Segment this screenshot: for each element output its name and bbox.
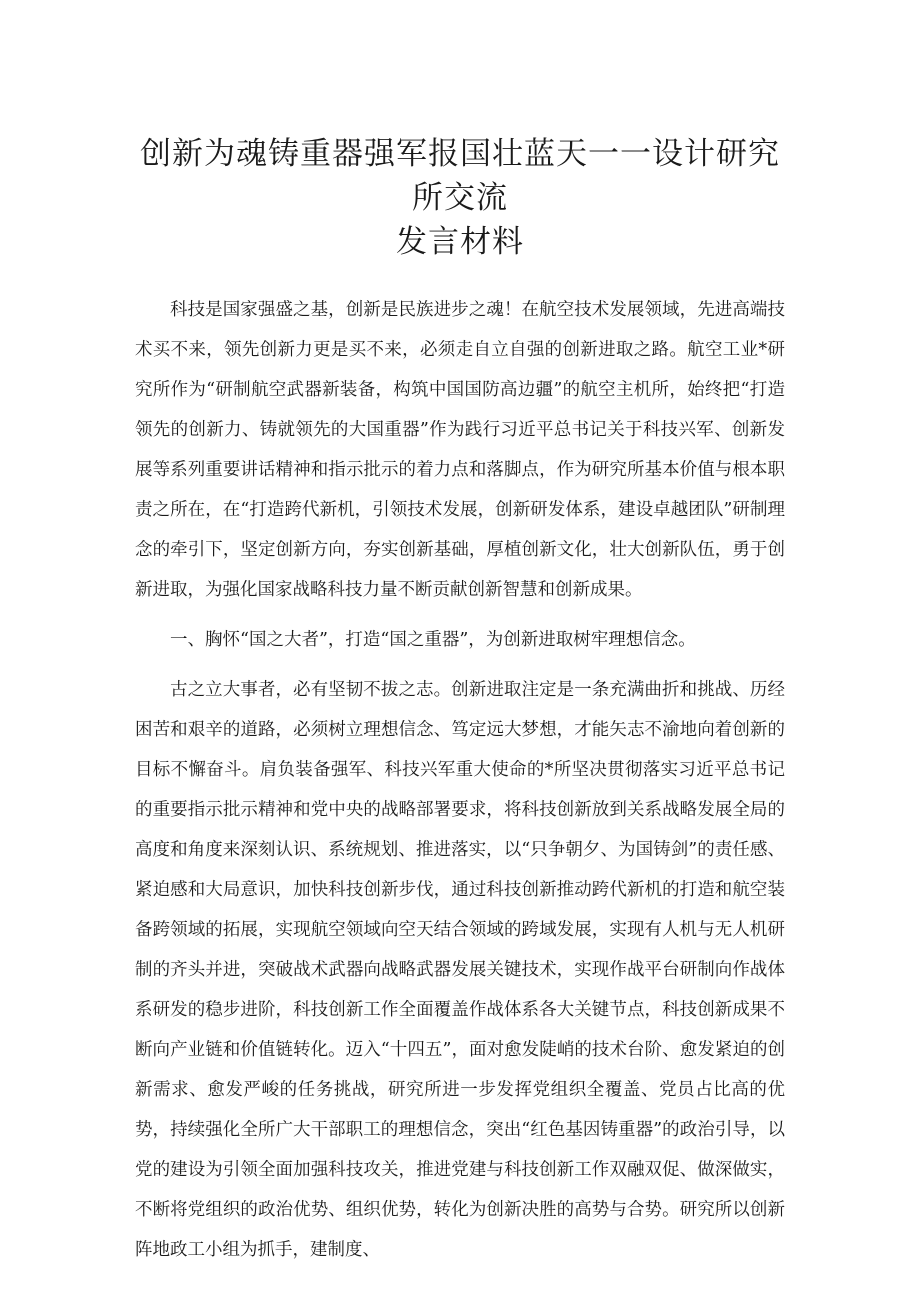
document-title: [135, 132, 785, 264]
title-line-1: 创新为魂铸重器强军报国壮蓝天一一设计研究所交流: [140, 136, 780, 216]
title-line-2: 发言材料: [396, 224, 524, 260]
paragraph-intro: 科技是国家强盛之基，创新是民族进步之魂！在航空技术发展领域，先进高端技术买不来，领先创新力更是买不来，必须走自立自强的创新进取之路。航空工业*研究所作为“研制航空武器新装备，构筑中国国防高边疆”的航空主机所，始终把“打造领先的创新力、铸就领先的大国重器”作为践行习近平总书记关于科技兴军、创新发展等系列重要讲话精神和指示批示的着力点和落脚点，作为研究所基本价值与根本职责之所在，在“打造跨代新机，引领技术发展，创新研发体系，建设卓越团队”研制理念的牵引下，坚定创新方向，夯实创新基础，厚植创新文化，壮大创新队伍，勇于创新进取，为强化国家战略科技力量不断贡献创新智慧和创新成果。: [135, 300, 785, 600]
paragraph-section-1: 古之立大事者，必有坚韧不拔之志。创新进取注定是一条充满曲折和挑战、历经困苦和艰辛的道路，必须树立理想信念、笃定远大梦想，才能矢志不渝地向着创新的目标不懈奋斗。肩负装备强军、科技兴军重大使命的*所坚决贯彻落实习近平总书记的重要指示批示精神和党中央的战略部署要求，将科技创新放到关系战略发展全局的高度和角度来深刻认识、系统规划、推进落实，以“只争朝夕、为国铸剑”的责任感、紧迫感和大局意识，加快科技创新步伐，通过科技创新推动跨代新机的打造和航空装备跨领域的拓展，实现航空领域向空天结合领域的跨域发展，实现有人机与无人机研制的齐头并进，突破战术武器向战略武器发展关键技术，实现作战平台研制向作战体系研发的稳步进阶，科技创新工作全面覆盖作战体系各大关键节点，科技创新成果不断向产业链和价值链转化。迈入“十四五”，面对愈发陡峭的技术台阶、愈发紧迫的创新需求、愈发严峻的任务挑战，研究所进一步发挥党组织全覆盖、党员占比高的优势，持续强化全所广大干部职工的理想信念，突出“红色基因铸重器”的政治引导，以党的建设为引领全面加强科技攻关，推进党建与科技创新工作双融双促、做深做实，不断将党组织的政治优势、组织优势，转化为创新决胜的高势与合势。研究所以创新阵地政工小组为抓手，建制度、: [135, 680, 785, 1260]
section-heading-1: 一、胸怀“国之大者”，打造“国之重器”，为创新进取树牢理想信念。: [170, 630, 696, 650]
